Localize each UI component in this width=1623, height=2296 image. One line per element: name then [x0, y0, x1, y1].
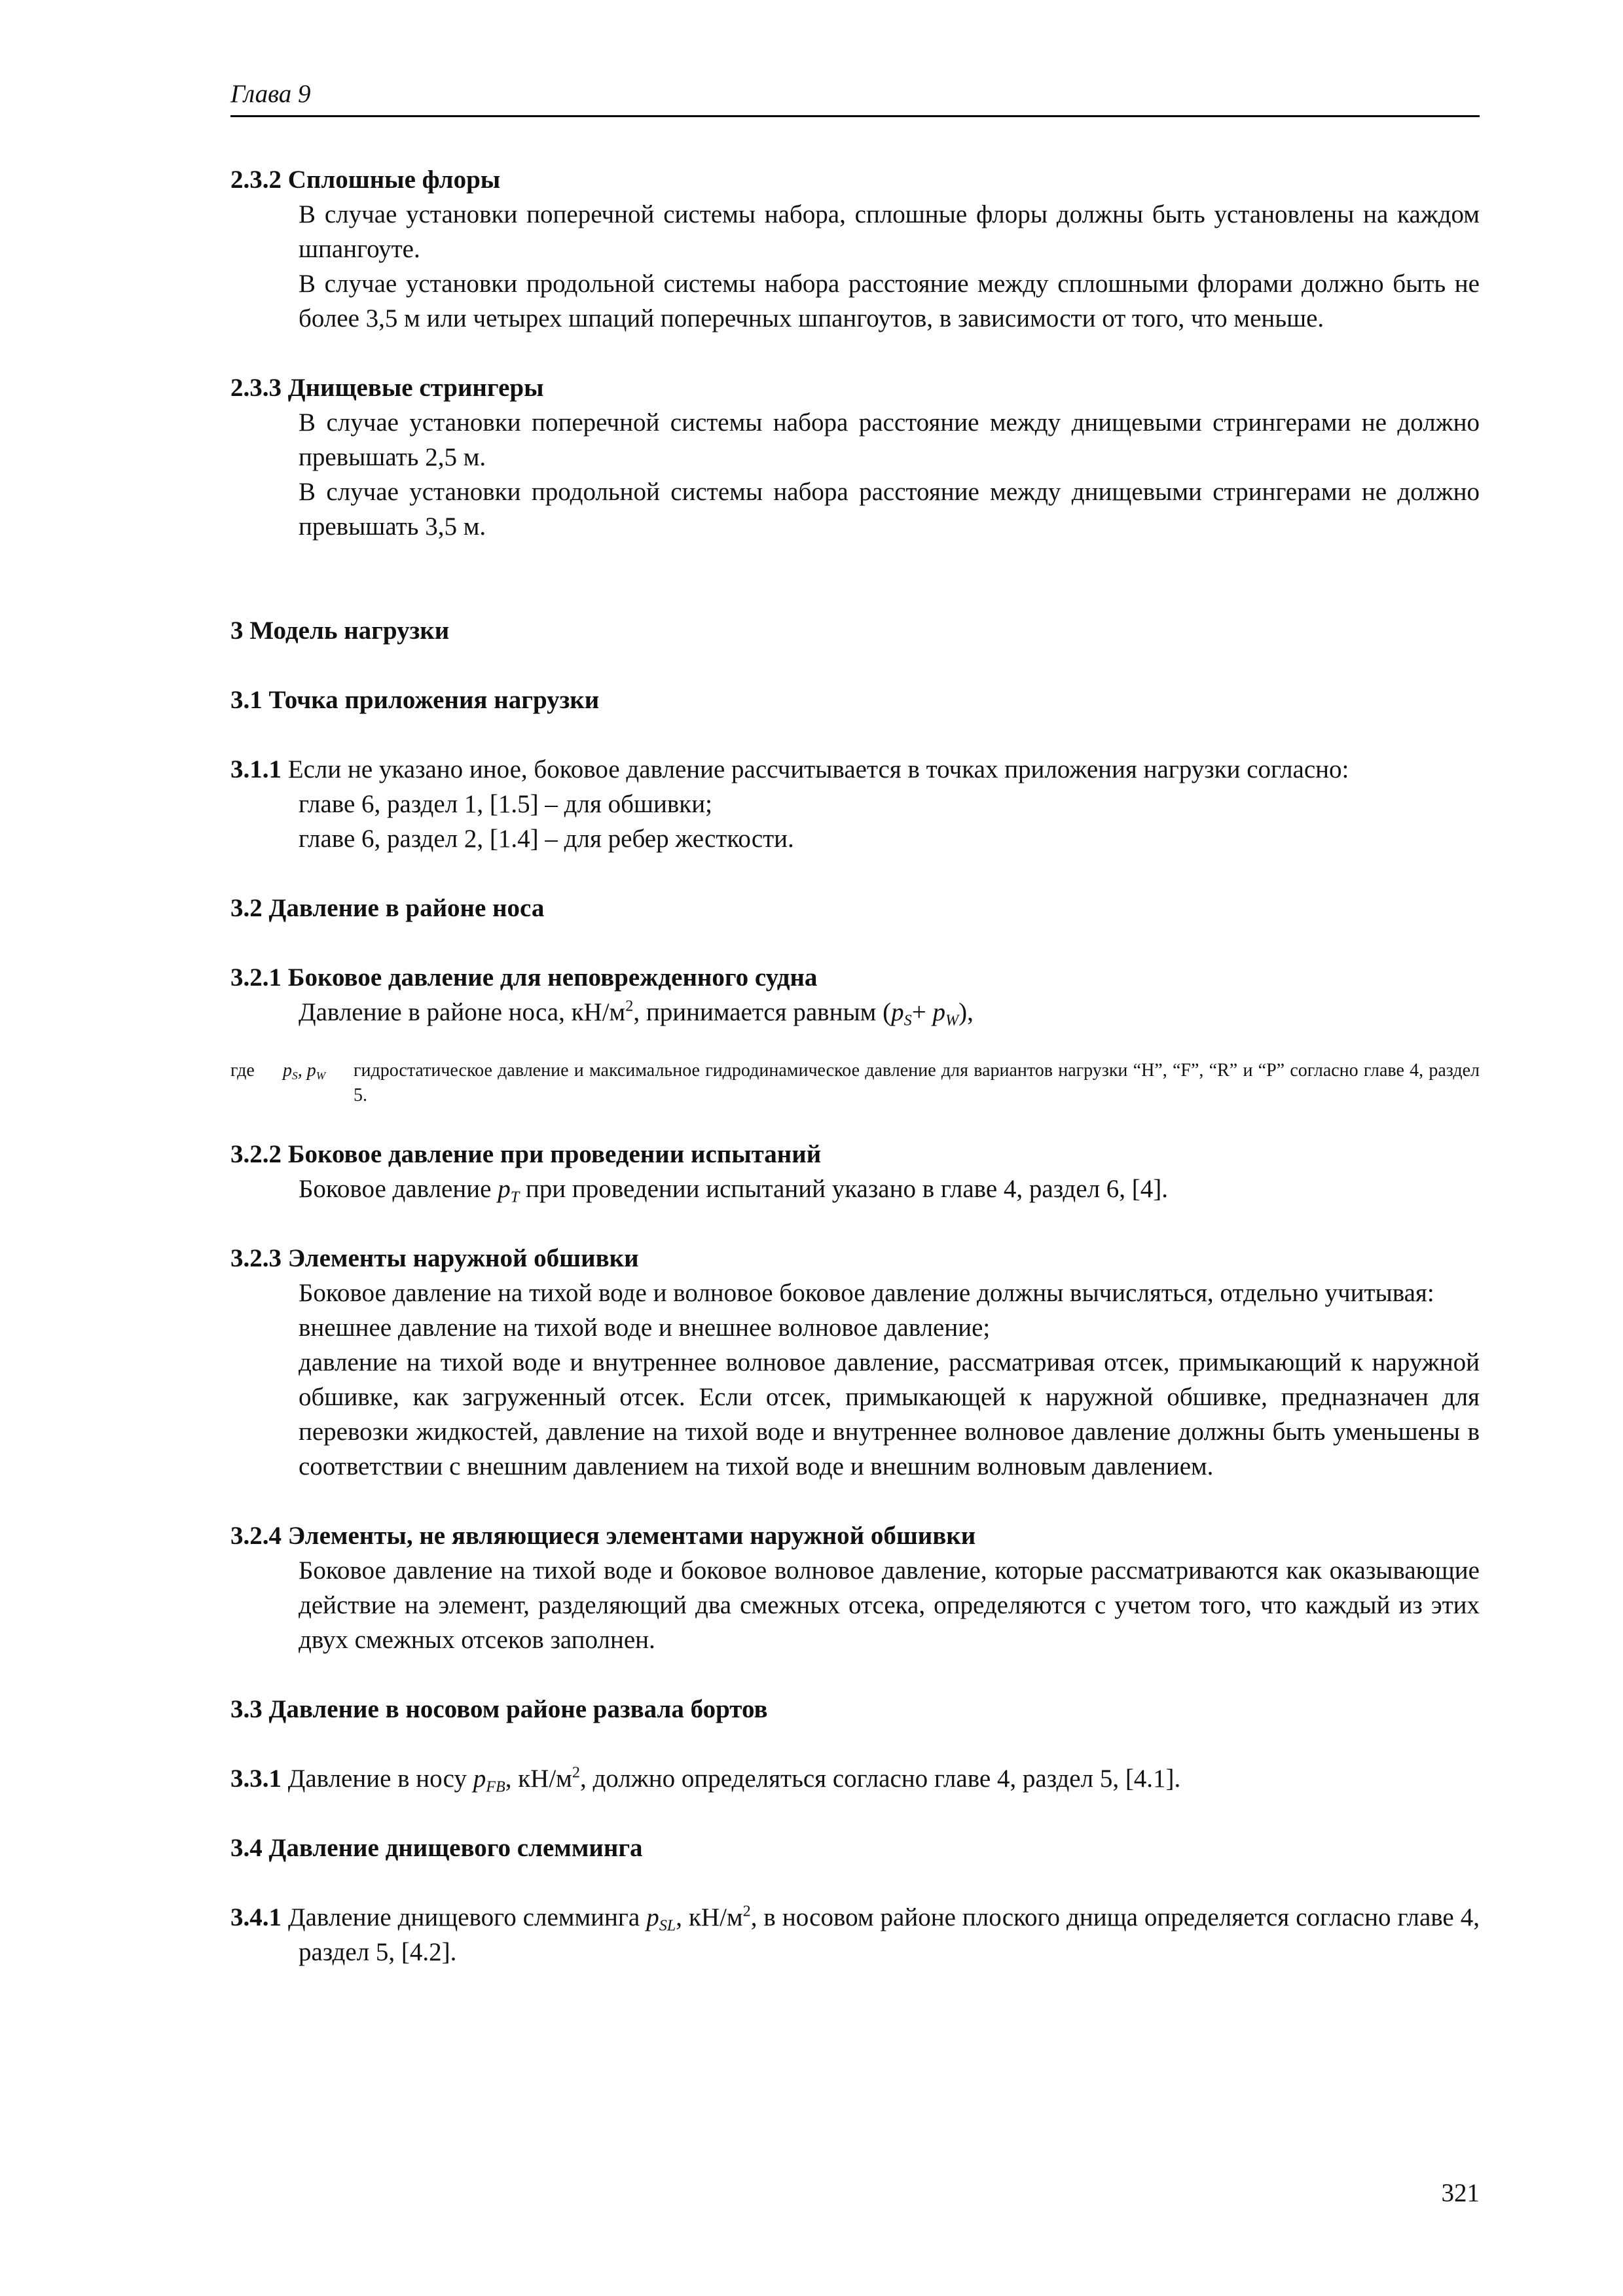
- text-run: ,: [297, 1060, 307, 1081]
- subscript: SL: [659, 1916, 676, 1935]
- section-2-3-3-title: 2.3.3 Днищевые стрингеры: [230, 374, 544, 402]
- subscript: W: [945, 1011, 959, 1030]
- where-definition: [230, 1058, 1480, 1108]
- section-3-2-3-title: 3.2.3 Элементы наружной обшивки: [230, 1244, 639, 1272]
- section-3-2-2-title: 3.2.2 Боковое давление при проведении испытаний: [230, 1140, 822, 1168]
- paragraph: давление на тихой воде и внутреннее волновое давление, рассматривая отсек, примыкающий к наружной обшивке, как загруженный отсек. Если отсек, примыкающей к наружной обшивке, предназначен для перевозки жидкостей, давление на тихой воде и внутреннее волновое давление должны быть уменьшены в соответствии с внешним давлением на тихой воде и внешним волновым давлением.: [299, 1348, 1480, 1480]
- page-number: 321: [1441, 2179, 1480, 2207]
- list-line: главе 6, раздел 2, [1.4] – для ребер жесткости.: [299, 825, 794, 853]
- symbol-p: p: [498, 1175, 511, 1203]
- section-2-3-2-title: 2.3.2 Сплошные флоры: [230, 166, 501, 194]
- text-run: , принимается равным (: [633, 998, 892, 1026]
- text-run: , кН/м: [505, 1765, 572, 1793]
- text-run: Боковое давление: [299, 1175, 498, 1203]
- paragraph: Боковое давление на тихой воде и боковое волновое давление, которые рассматриваются как оказывающие действие на элемент, разделяющий два смежных отсека, определяются с учетом того, что каждый из этих двух смежных отсеков заполнен.: [299, 1556, 1480, 1654]
- superscript: 2: [625, 997, 634, 1015]
- section-3-title: 3 Модель нагрузки: [230, 617, 450, 645]
- text-run: , в носовом районе плоского днища определяется согласно главе 4, раздел 5, [4.2].: [299, 1903, 1480, 1966]
- section-2-3-3-body: [299, 405, 1480, 544]
- item-3-1-1: [230, 752, 1480, 787]
- text-run: ),: [958, 998, 974, 1026]
- item-number: 3.3.1: [230, 1765, 282, 1793]
- superscript: 2: [572, 1763, 580, 1782]
- text-run: , кН/м: [676, 1903, 743, 1931]
- superscript: 2: [742, 1902, 751, 1920]
- header-rule: [230, 115, 1480, 117]
- text-run: , должно определяться согласно главе 4, раздел 5, [4.1].: [579, 1765, 1181, 1793]
- where-label: где: [230, 1060, 255, 1081]
- subscript: W: [316, 1069, 326, 1083]
- text-run: +: [911, 998, 933, 1026]
- paragraph: В случае установки продольной системы набора расстояние между сплошными флорами должно быть не более 3,5 м или четырех шпаций поперечных шпангоутов, в зависимости от того, что меньше.: [299, 270, 1480, 332]
- section-3-2-4-body: [299, 1553, 1480, 1657]
- section-2-3-2-body: [299, 197, 1480, 336]
- paragraph: В случае установки поперечной системы набора, сплошные флоры должны быть установлены на каждом шпангоуте.: [299, 200, 1480, 263]
- symbol-p: p: [932, 998, 945, 1026]
- symbol-p: p: [891, 998, 904, 1026]
- section-3-2-2-body: [299, 1172, 1480, 1206]
- item-3-4-1: [230, 1900, 1480, 1969]
- section-3-2-3-body: [299, 1276, 1480, 1484]
- item-number: 3.4.1: [230, 1903, 282, 1931]
- item-text: Если не указано иное, боковое давление рассчитывается в точках приложения нагрузки согласно:: [287, 755, 1349, 783]
- paragraph: [299, 995, 1480, 1030]
- paragraph: В случае установки продольной системы набора расстояние между днищевыми стрингерами не должно превышать 3,5 м.: [299, 478, 1480, 541]
- subscript: FB: [486, 1778, 505, 1796]
- page-header: [230, 77, 1480, 117]
- section-3-1-title: 3.1 Точка приложения нагрузки: [230, 686, 600, 714]
- paragraph: В случае установки поперечной системы набора расстояние между днищевыми стрингерами не должно превышать 2,5 м.: [299, 408, 1480, 471]
- text-run: при проведении испытаний указано в главе 4, раздел 6, [4].: [519, 1175, 1169, 1203]
- chapter-label: Глава 9: [230, 80, 311, 108]
- text-run: Давление в носу: [282, 1765, 473, 1793]
- section-3-2-1-title: 3.2.1 Боковое давление для неповрежденного судна: [230, 963, 818, 992]
- section-3-3-title: 3.3 Давление в носовом районе развала бортов: [230, 1695, 768, 1723]
- where-symbols: [283, 1058, 354, 1108]
- section-3-4-title: 3.4 Давление днищевого слемминга: [230, 1834, 643, 1862]
- item-3-3-1: [230, 1761, 1480, 1796]
- symbol-p: p: [473, 1765, 486, 1793]
- text-run: Давление днищевого слемминга: [282, 1903, 647, 1931]
- page-content: [230, 162, 1480, 1969]
- text-run: Давление в районе носа, кН/м: [299, 998, 626, 1026]
- list-line: главе 6, раздел 1, [1.5] – для обшивки;: [299, 790, 712, 818]
- item-3-1-1-list: [299, 787, 1480, 856]
- symbol-p: p: [283, 1060, 292, 1081]
- section-3-2-4-title: 3.2.4 Элементы, не являющиеся элементами наружной обшивки: [230, 1522, 976, 1550]
- paragraph: Боковое давление на тихой воде и волновое боковое давление должны вычисляться, отдельно учитывая:: [299, 1279, 1434, 1307]
- symbol-p: p: [306, 1060, 316, 1081]
- subscript: S: [292, 1069, 298, 1083]
- symbol-p: p: [646, 1903, 659, 1931]
- subscript: S: [903, 1011, 912, 1030]
- item-number: 3.1.1: [230, 755, 282, 783]
- paragraph: внешнее давление на тихой воде и внешнее волновое давление;: [299, 1314, 991, 1342]
- subscript: T: [510, 1188, 520, 1206]
- section-3-2-title: 3.2 Давление в районе носа: [230, 894, 545, 922]
- where-description: гидростатическое давление и максимальное гидродинамическое давление для вариантов нагрузки “H”, “F”, “R” и “P” согласно главе 4, раздел 5.: [354, 1060, 1480, 1105]
- section-3-2-1-body: [299, 995, 1480, 1030]
- paragraph: [299, 1172, 1480, 1206]
